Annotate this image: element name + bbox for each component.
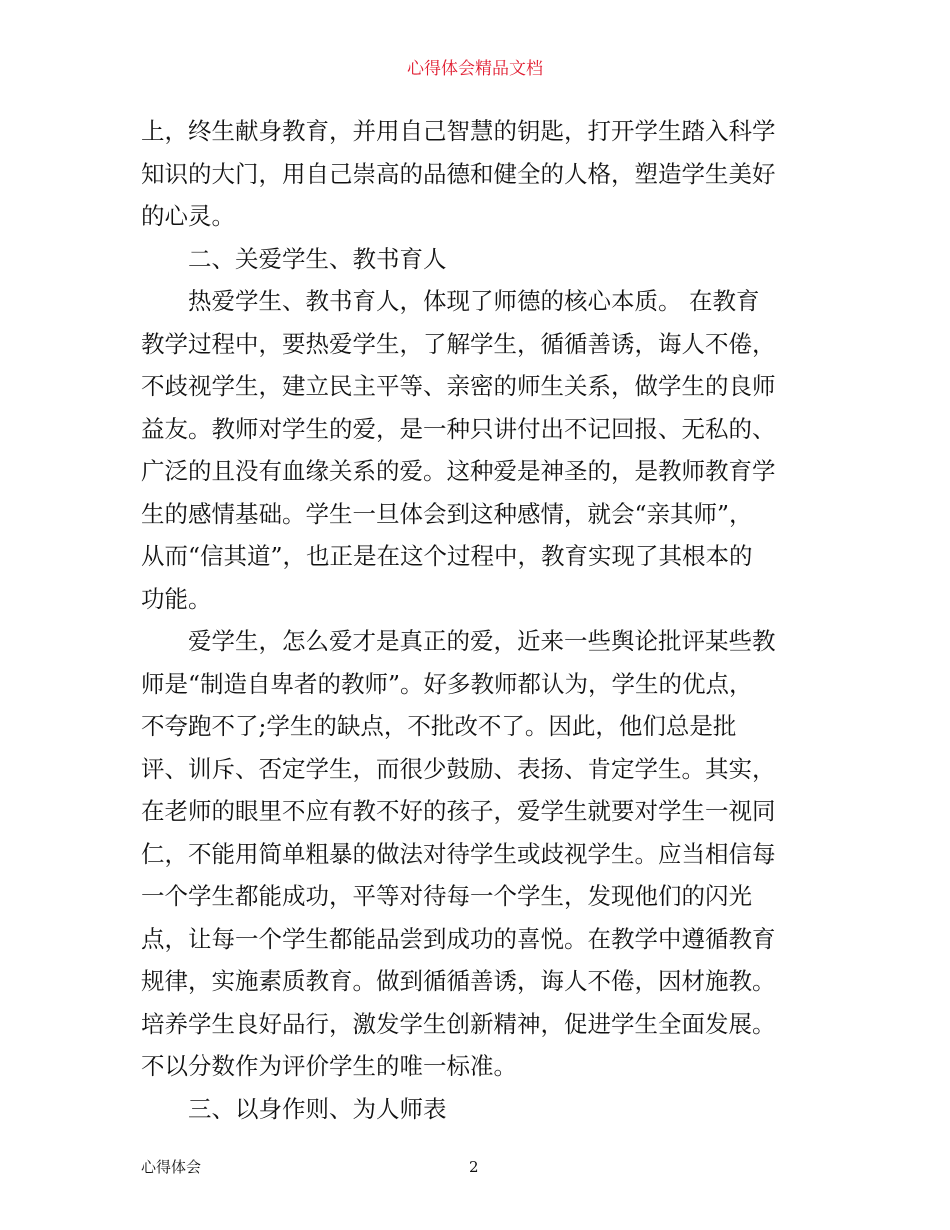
text-line: 仁，不能用简单粗暴的做法对待学生或歧视学生。应当相信每 (141, 839, 776, 868)
text-line: 从而“信其道”，也正是在这个过程中，教育实现了其根本的 (141, 542, 753, 570)
text-line: 的心灵。 (141, 202, 235, 230)
footer-label: 心得体会 (141, 1158, 202, 1176)
text-line: 热爱学生、教书育人，体现了师德的核心本质。 在教育 (188, 287, 760, 315)
text-line: 上，终生献身教育，并用自己智慧的钥匙，打开学生踏入科学 (141, 117, 776, 145)
text-line: 不以分数作为评价学生的唯一标准。 (141, 1052, 517, 1080)
text-line: 在老师的眼里不应有教不好的孩子，爱学生就要对学生一视同 (141, 797, 776, 825)
page-header-title: 心得体会精品文档 (407, 59, 543, 79)
text-line: 评、训斥、否定学生，而很少鼓励、表扬、肯定学生。其实， (141, 754, 776, 783)
text-line: 三、以身作则、为人师表 (188, 1094, 447, 1123)
text-line: 不夸跑不了;学生的缺点，不批改不了。因此，他们总是批 (141, 712, 737, 740)
text-line: 二、关爱学生、教书育人 (188, 244, 447, 273)
text-line: 师是“制造自卑者的教师”。好多教师都认为，学生的优点， (141, 669, 753, 698)
document-body (141, 110, 811, 1130)
text-line: 点，让每一个学生都能品尝到成功的喜悦。在教学中遵循教育 (141, 924, 776, 953)
page-number: 2 (469, 1158, 479, 1176)
text-line: 爱学生，怎么爱才是真正的爱，近来一些舆论批评某些教 (188, 627, 776, 655)
text-line: 益友。教师对学生的爱，是一种只讲付出不记回报、无私的、 (141, 414, 776, 443)
text-line: 教学过程中，要热爱学生，了解学生，循循善诱，诲人不倦， (141, 329, 776, 358)
text-line: 知识的大门，用自己崇高的品德和健全的人格，塑造学生美好 (141, 159, 776, 188)
text-line: 广泛的且没有血缘关系的爱。这种爱是神圣的，是教师教育学 (141, 457, 776, 485)
text-line: 生的感情基础。学生一旦体会到这种感情，就会“亲其师”， (141, 499, 753, 528)
text-line: 培养学生良好品行，激发学生创新精神，促进学生全面发展。 (141, 1009, 776, 1038)
text-line: 规律，实施素质教育。做到循循善诱，诲人不倦，因材施教。 (141, 967, 776, 995)
page-footer (141, 1156, 811, 1178)
text-line: 功能。 (141, 584, 212, 613)
text-line: 一个学生都能成功，平等对待每一个学生，发现他们的闪光 (141, 882, 752, 910)
text-line: 不歧视学生，建立民主平等、亲密的师生关系，做学生的良师 (141, 372, 776, 400)
